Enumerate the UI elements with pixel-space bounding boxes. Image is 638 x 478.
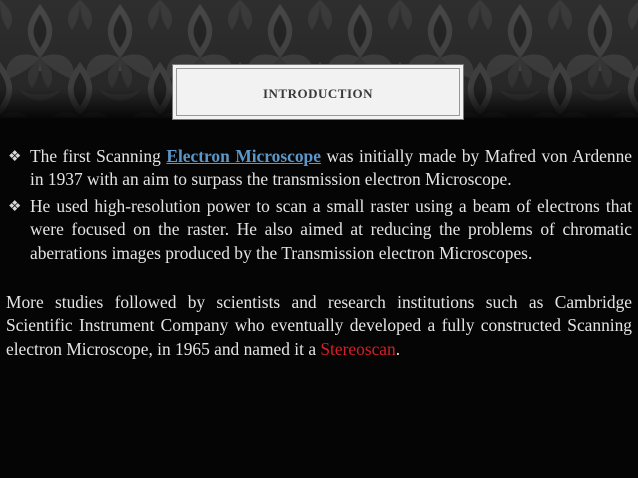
bullet-item xyxy=(6,195,632,265)
paragraph-text: More studies followed by scientists and research institutions such as Cambridge Scientific Instrument Company who eventually developed a fully constructed Scanning electron Microscope, in 1965 and named it a xyxy=(6,292,632,359)
paragraph-end: . xyxy=(395,338,401,359)
diamond-bullet-icon: ❖ xyxy=(8,147,22,165)
history-paragraph xyxy=(6,291,632,361)
bullet-item xyxy=(6,145,632,192)
electron-microscope-link[interactable]: Electron Microscope xyxy=(166,146,321,166)
slide-title: INTRODUCTION xyxy=(262,86,373,101)
bullet-text-after: was initially made by Mafred von Ardenne in 1937 with an aim to surpass the transmission electron Microscope. xyxy=(30,146,632,190)
bullet-text: He used high-resolution power to scan a small raster using a beam of electrons that were focused on the raster. He also aimed at reducing the problems of chromatic aberrations images produced by the Transmission electron Microscopes. xyxy=(30,195,632,263)
title-box xyxy=(172,64,464,120)
slide-content xyxy=(6,145,632,361)
diamond-bullet-icon: ❖ xyxy=(8,196,22,215)
bullet-text-before: The first Scanning xyxy=(30,146,167,166)
stereoscan-highlight: Stereoscan xyxy=(320,338,396,359)
